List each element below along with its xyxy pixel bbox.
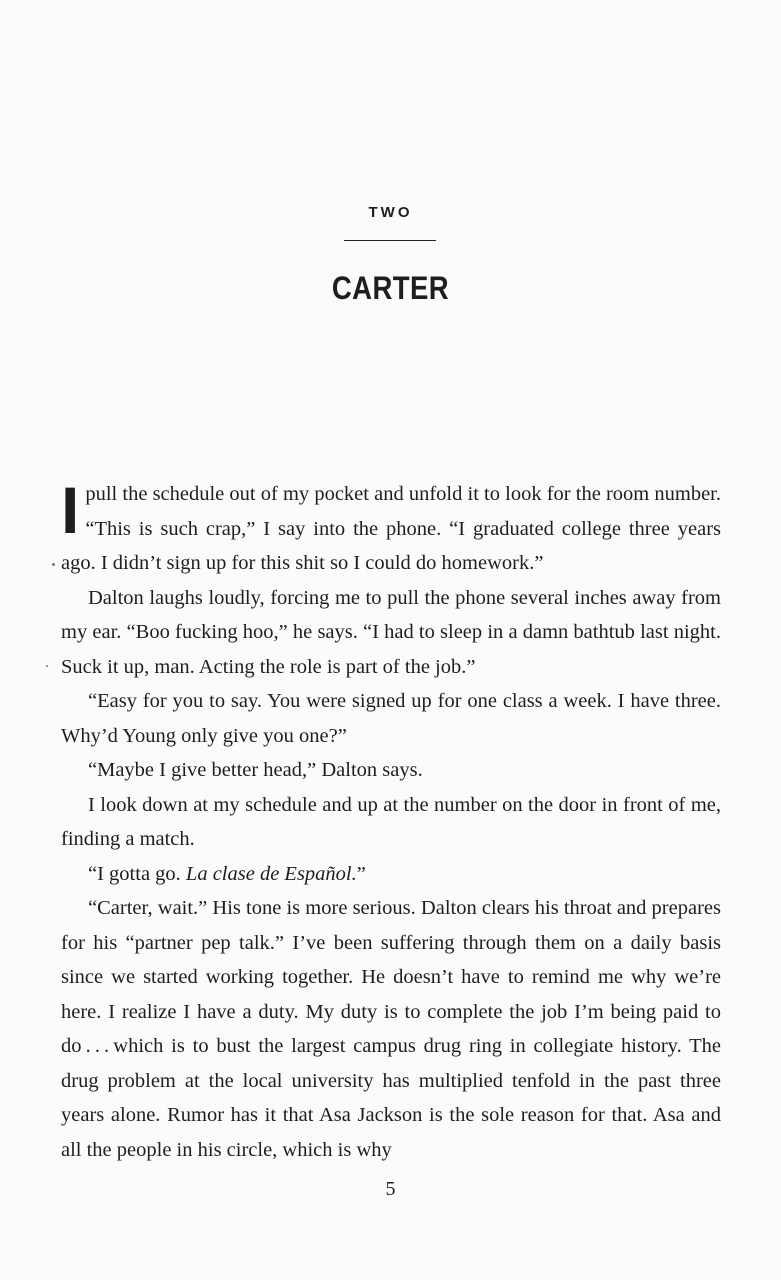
paragraph-6-prefix: “I gotta go. [88,862,186,885]
chapter-number: TWO [368,204,413,221]
paragraph-7: “Carter, wait.” His tone is more serious. Dalton clears his throat and prepares for his “partner pep talk.” I’ve been suffering through them on a daily basis since we started working together. He doesn’t have to remind me why we’re here. I realize I have a duty. My duty is to complete the job I’m being paid to do . . . which is to bust the largest campus drug ring in collegiate history. The drug problem at the local university has multiplied tenfold in the past three years alone. Rumor has it that Asa Jackson is the sole reason for that. Asa and all the people in his circle, which is why [61,897,721,1161]
paragraph-1 [61,473,721,581]
paragraph-3: “Easy for you to say. You were signed up for one class a week. I have three. Why’d Young only give you one?” [61,690,721,747]
paragraph-6-italic: La clase de Español. [185,862,357,885]
paragraph-6 [61,857,721,892]
paragraph-2: Dalton laughs loudly, forcing me to pull the phone several inches away from my ear. “Boo fucking hoo,” he says. “I had to sleep in a damn bathtub last night. Suck it up, man. Acting the role is part of the job.” [61,586,721,678]
drop-cap: I [61,473,80,547]
paragraph-5: I look down at my schedule and up at the number on the door in front of me, finding a match. [61,793,721,850]
chapter-title: CARTER [331,270,450,306]
chapter-divider [344,240,436,241]
scan-speck [52,563,55,566]
page-number: 5 [385,1178,396,1200]
paragraph-4: “Maybe I give better head,” Dalton says. [88,759,423,781]
paragraph-1-text: pull the schedule out of my pocket and unfold it to look for the room number. “This is such crap,” I say into the phone. “I graduated college three years ago. I didn’t sign up for this shit so I could do homework.” [61,483,721,574]
paragraph-6-suffix: ” [356,862,366,885]
chapter-body [61,473,721,1167]
scan-speck [46,665,48,667]
